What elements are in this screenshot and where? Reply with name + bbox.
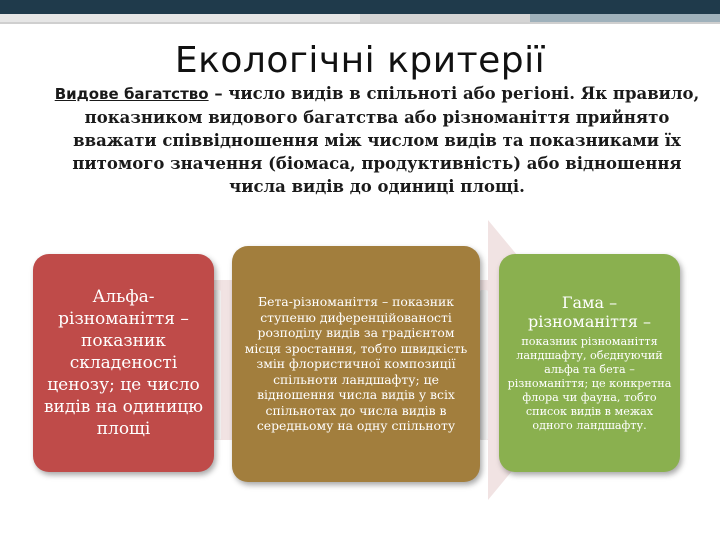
gamma-diversity-card — [499, 254, 680, 472]
card-beta-edge — [480, 290, 488, 440]
alpha-diversity-card — [33, 254, 214, 472]
card-alpha-edge — [213, 290, 221, 440]
slide-title: Екологічні критерії — [174, 40, 546, 81]
intro-text: – число видів в спільноті або регіоні. Як правило, показником видового багатства або різноманіття прийнято вважати співвідношення між числом видів та показниками їх питомого значення (біомаса, продуктивність) або відношення числа видів до одиниці площі. — [72, 84, 700, 196]
header-stripe-accent — [530, 14, 720, 22]
beta-diversity-text: Бета-різноманіття – показник ступеню диференційованості розподілу видів за градієнтом місця зростання, тобто швидкість змін флористичної композиції спільноти ландшафту; це відношення числа видів у всіх спільнотах до числа видів в середньому на одну спільноту — [244, 294, 468, 434]
intro-paragraph — [52, 82, 702, 198]
gamma-diversity-heading: Гама – різноманіття – — [527, 293, 652, 331]
header-dark-band — [0, 0, 720, 14]
beta-diversity-card — [232, 246, 480, 482]
alpha-diversity-text: Альфа-різноманіття – показник складеності ценозу; це число видів на одиницю площі — [43, 287, 204, 439]
gamma-diversity-content — [499, 293, 680, 433]
header-divider — [0, 22, 720, 24]
slide-header-bar — [0, 0, 720, 22]
header-stripe-mid — [360, 14, 530, 22]
header-stripe-light — [0, 14, 360, 22]
gamma-diversity-text: показник різноманіття ландшафту, обєднуючий альфа та бета – різноманіття; це конкретна флора чи фауна, тобто список видів в межах одного ландшафту. — [507, 335, 672, 432]
intro-term: Видове багатство — [54, 85, 209, 103]
